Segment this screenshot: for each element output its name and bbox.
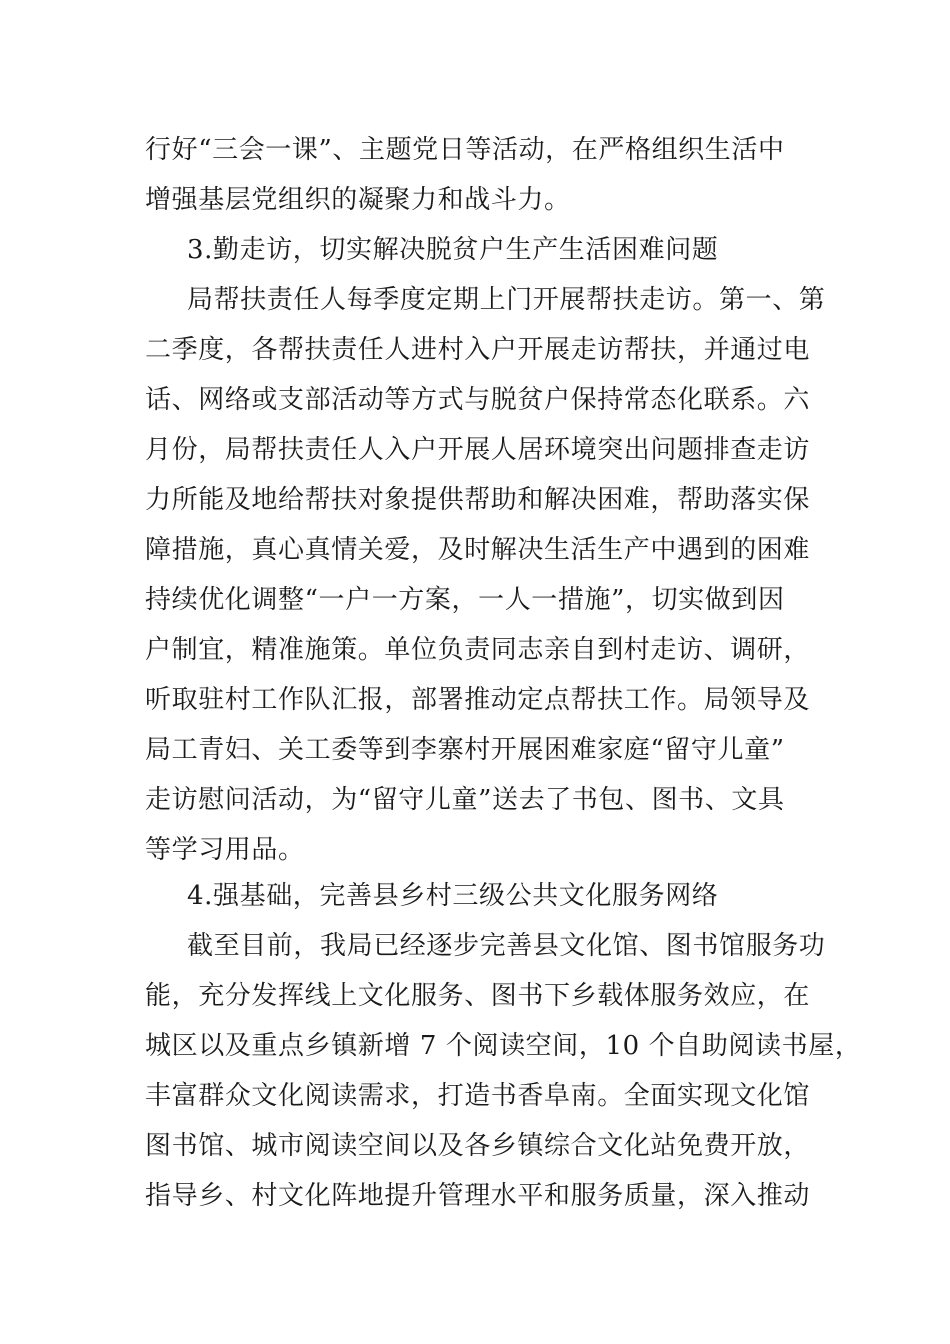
text-line: 能，充分发挥线上文化服务、图书下乡载体服务效应，在	[145, 981, 811, 1011]
text-line: 二季度，各帮扶责任人进村入户开展走访帮扶，并通过电	[145, 335, 811, 365]
text-line: 增强基层党组织的凝聚力和战斗力。	[145, 185, 571, 215]
text-line: 城区以及重点乡镇新增 7 个阅读空间，10 个自助阅读书屋，	[145, 1031, 862, 1061]
text-line: 话、网络或支部活动等方式与脱贫户保持常态化联系。六	[145, 385, 811, 415]
text-line: 图书馆、城市阅读空间以及各乡镇综合文化站免费开放，	[145, 1131, 811, 1161]
text-line: 局工青妇、关工委等到李寨村开展困难家庭“留守儿童”	[145, 735, 785, 765]
text-line: 截至目前，我局已经逐步完善县文化馆、图书馆服务功	[187, 931, 826, 961]
text-line: 局帮扶责任人每季度定期上门开展帮扶走访。第一、第	[187, 285, 826, 315]
text-line: 持续优化调整“一户一方案，一人一措施”，切实做到因	[145, 585, 785, 615]
text-line: 走访慰问活动，为“留守儿童”送去了书包、图书、文具	[145, 785, 785, 815]
text-line: 障措施，真心真情关爱，及时解决生活生产中遇到的困难	[145, 535, 811, 565]
text-line: 丰富群众文化阅读需求，打造书香阜南。全面实现文化馆	[145, 1081, 811, 1111]
section-heading: 3.勤走访，切实解决脱贫户生产生活困难问题	[187, 235, 719, 265]
text-line: 力所能及地给帮扶对象提供帮助和解决困难，帮助落实保	[145, 485, 811, 515]
text-line: 听取驻村工作队汇报，部署推动定点帮扶工作。局领导及	[145, 685, 811, 715]
text-line: 等学习用品。	[145, 835, 305, 865]
text-line: 指导乡、村文化阵地提升管理水平和服务质量，深入推动	[145, 1181, 811, 1211]
section-heading: 4.强基础，完善县乡村三级公共文化服务网络	[187, 881, 719, 911]
text-line: 行好“三会一课”、主题党日等活动，在严格组织生活中	[145, 135, 785, 165]
text-line: 户制宜，精准施策。单位负责同志亲自到村走访、调研，	[145, 635, 811, 665]
text-line: 月份，局帮扶责任人入户开展人居环境突出问题排查走访	[145, 435, 811, 465]
